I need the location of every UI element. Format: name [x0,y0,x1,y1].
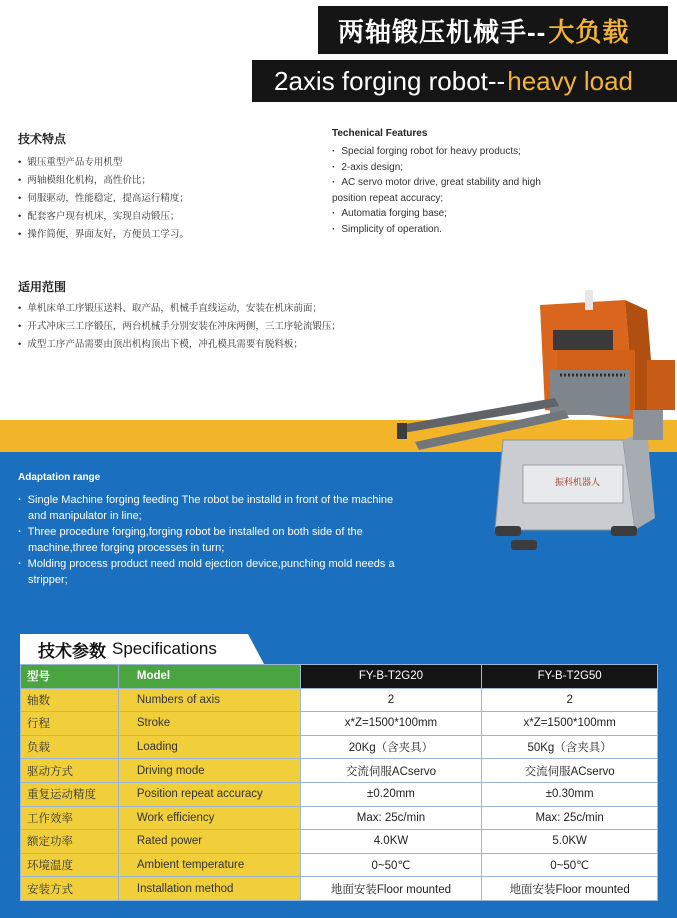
specs-title-tab [20,634,248,664]
features-en-list [332,144,562,237]
adaptation-heading: Adaptation range [18,472,101,483]
list-item: · Special forging robot for heavy products; [332,144,562,160]
table-cell: Loading [118,735,300,759]
list-item: · AC servo motor drive, great stability and high position repeat accuracy; [332,175,562,206]
title-cn-accent: 大负载 [548,16,630,47]
table-cell: Installation method [118,877,300,901]
specs-title-en: Specifications [112,639,217,658]
list-item: · Automatia forging base; [332,206,562,222]
forging-robot-illustration [385,290,677,565]
table-cell: Ambient temperature [118,853,300,877]
list-item: • 开式冲床三工序锻压，两台机械手分别安装在冲床两侧，三工序轮流锻压； [18,318,341,336]
table-cell: 行程 [21,712,119,736]
table-cell: Position repeat accuracy [118,782,300,806]
scope-cn-heading: 适用范围 [18,280,67,294]
list-item: • 两轴模组化机构，高性价比； [18,172,189,190]
title-cn-bar [318,6,668,54]
table-row [21,806,658,830]
table-cell: ±0.30mm [482,782,658,806]
list-item: · Simplicity of operation. [332,222,562,238]
table-row [21,782,658,806]
title-en-bar [252,60,677,102]
table-cell: Numbers of axis [118,688,300,712]
table-row [21,735,658,759]
table-row [21,759,658,783]
list-item: • 锻压重型产品专用机型 [18,154,189,172]
adaptation-list [18,492,398,588]
list-item: · 2-axis design; [332,160,562,176]
features-cn-heading: 技术特点 [18,132,67,146]
robot-brand-label: 振科机器人 [555,478,601,488]
table-cell: x*Z=1500*100mm [482,712,658,736]
table-header-cell: FY-B-T2G20 [300,665,482,689]
table-cell: 交流伺服ACservo [300,759,482,783]
table-cell: Work efficiency [118,806,300,830]
title-en-accent: heavy load [507,65,633,96]
list-item: • 伺服驱动，性能稳定，提高运行精度； [18,190,189,208]
specs-table [20,664,658,901]
table-row [21,853,658,877]
title-cn-main: 两轴锻压机械手-- [338,16,547,47]
table-cell: 0~50℃ [482,853,658,877]
table-cell: Driving mode [118,759,300,783]
table-cell: ±0.20mm [300,782,482,806]
table-header-cell: FY-B-T2G50 [482,665,658,689]
table-cell: 负载 [21,735,119,759]
table-cell: 安装方式 [21,877,119,901]
list-item: • 成型工序产品需要由顶出机构顶出下模，冲孔模具需要有脱料板； [18,336,341,354]
table-header-row [21,665,658,689]
table-cell: 4.0KW [300,830,482,854]
table-header-cell: Model [118,665,300,689]
table-row [21,688,658,712]
table-row [21,830,658,854]
list-item: · Single Machine forging feeding The robot be installd in front of the machine and manipulator in line; [18,492,398,524]
table-cell: 重复运动精度 [21,782,119,806]
list-item: • 单机床单工序锻压送料、取产品，机械手直线运动，安装在机床前面； [18,300,341,318]
table-cell: 交流伺服ACservo [482,759,658,783]
table-cell: 工作效率 [21,806,119,830]
table-cell: 地面安装Floor mounted [300,877,482,901]
scope-cn-list [18,300,341,354]
table-cell: 轴数 [21,688,119,712]
table-cell: Stroke [118,712,300,736]
table-cell: Max: 25c/min [300,806,482,830]
list-item: · Molding process product need mold ejection device,punching mold needs a stripper; [18,556,398,588]
title-en-main: 2axis forging robot-- [274,65,506,96]
table-row [21,712,658,736]
table-cell: 2 [482,688,658,712]
list-item: · Three procedure forging,forging robot be installed on both side of the machine,three forging processes in turn; [18,524,398,556]
table-cell: x*Z=1500*100mm [300,712,482,736]
features-cn-list [18,154,189,244]
table-row [21,877,658,901]
specs-title-cn: 技术参数 [38,641,106,661]
list-item: • 配套客户现有机床，实现自动锻压； [18,208,189,226]
table-cell: 额定功率 [21,830,119,854]
features-en-heading: Techenical Features [332,128,428,139]
table-cell: 50Kg（含夹具） [482,735,658,759]
table-cell: 驱动方式 [21,759,119,783]
table-cell: Rated power [118,830,300,854]
table-cell: 5.0KW [482,830,658,854]
table-cell: 环境温度 [21,853,119,877]
table-header-cell: 型号 [21,665,119,689]
table-cell: 0~50℃ [300,853,482,877]
list-item: • 操作简便，界面友好，方便员工学习。 [18,226,189,244]
table-cell: Max: 25c/min [482,806,658,830]
table-cell: 2 [300,688,482,712]
table-cell: 20Kg（含夹具） [300,735,482,759]
table-cell: 地面安装Floor mounted [482,877,658,901]
